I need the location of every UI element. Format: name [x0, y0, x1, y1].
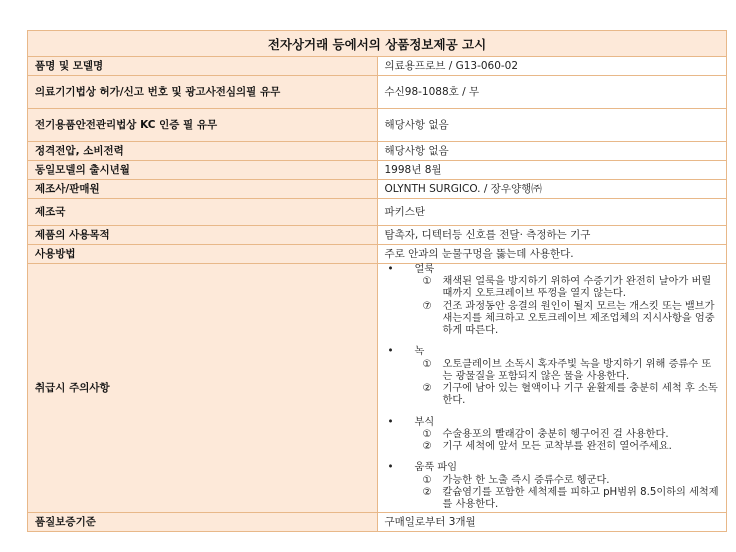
table-row [28, 199, 727, 226]
care-section-corrosion [385, 417, 720, 454]
row-value-release: 1998년 8월 [377, 161, 727, 180]
row-label-usage: 사용방법 [28, 245, 378, 264]
bullet-icon: • [387, 416, 394, 428]
row-label-purpose: 제품의 사용목적 [28, 226, 378, 245]
table-row [28, 57, 727, 76]
row-value-kc: 해당사항 없음 [377, 109, 727, 142]
section-title: 녹 [414, 346, 425, 358]
list-item: ② 기구 세척에 앞서 모든 교착부를 완전히 열어주세요. [422, 441, 672, 453]
row-label-permit: 의료기기법상 허가/신고 번호 및 광고사전심의필 유무 [28, 76, 378, 109]
table-title: 전자상거래 등에서의 상품정보제공 고시 [28, 31, 727, 57]
bullet-icon: • [387, 462, 394, 474]
care-section-stain [385, 264, 720, 337]
table-row [28, 109, 727, 142]
care-row [28, 264, 727, 513]
care-instructions [377, 264, 727, 513]
row-value-usage: 주로 안과의 눈물구멍을 뚫는데 사용한다. [377, 245, 727, 264]
row-value-voltage: 해당사항 없음 [377, 142, 727, 161]
table-row [28, 245, 727, 264]
row-value-manufacturer: OLYNTH SURGICO. / 장우양행㈜ [377, 180, 727, 199]
list-item: ① 가능한 한 노출 즉시 증류수로 헹군다. [422, 474, 610, 486]
row-label-release: 동일모델의 출시년월 [28, 161, 378, 180]
bullet-icon: • [387, 264, 394, 275]
section-title: 얼룩 [414, 264, 435, 275]
row-label-model: 품명 및 모델명 [28, 57, 378, 76]
product-info-table [27, 30, 727, 532]
list-item: ① 채색된 얼룩을 방지하기 위하여 수증기가 완전히 날아가 버릴 때까지 오토크레이브 뚜껑을 열지 않는다. [422, 276, 712, 300]
row-label-manufacturer: 제조사/판매원 [28, 180, 378, 199]
section-title: 부식 [414, 416, 435, 428]
list-item: ② 칼슘염기를 포함한 세척제를 피하고 pH범위 8.5이하의 세척제를 사용한다. [422, 486, 719, 510]
table-row [28, 180, 727, 199]
bullet-icon: • [387, 346, 394, 358]
table-row [28, 513, 727, 532]
list-item: ① 수술용포의 빨래감이 충분히 헹구어진 걸 사용한다. [422, 428, 669, 440]
care-section-pitting [385, 462, 720, 511]
row-label-warranty: 품질보증기준 [28, 513, 378, 532]
table-row [28, 226, 727, 245]
row-label-kc: 전기용품안전관리법상 KC 인증 필 유무 [28, 109, 378, 142]
list-item: ② 기구에 남아 있는 혈액이나 기구 윤활제를 충분히 세척 후 소독한다. [422, 383, 718, 407]
row-value-warranty: 구매일로부터 3개월 [377, 513, 727, 532]
table-row [28, 142, 727, 161]
row-value-model: 의료용프로브 / G13-060-02 [377, 57, 727, 76]
list-item: ⑦ 건조 과정동안 응결의 원인이 될지 모르는 개스킷 또는 밸브가 새는지를 체크하고 오토크레이브 제조업체의 지시사항을 엄중하게 따른다. [422, 300, 715, 337]
row-label-country: 제조국 [28, 199, 378, 226]
row-label-voltage: 정격전압, 소비전력 [28, 142, 378, 161]
table-row [28, 76, 727, 109]
list-item: ① 오토클레이브 소독시 혹자주빛 녹을 방지하기 위해 증류수 또는 광물질을 포함되지 않은 물을 사용한다. [422, 358, 712, 382]
care-label: 취급시 주의사항 [28, 264, 378, 513]
table-title-row [28, 31, 727, 57]
row-value-purpose: 탐촉자, 디텍터등 신호를 전달· 측정하는 기구 [377, 226, 727, 245]
care-section-rust [385, 346, 720, 407]
row-value-country: 파키스탄 [377, 199, 727, 226]
table-row [28, 161, 727, 180]
section-title: 움푹 파임 [414, 462, 458, 474]
row-value-permit: 수신98-1088호 / 무 [377, 76, 727, 109]
